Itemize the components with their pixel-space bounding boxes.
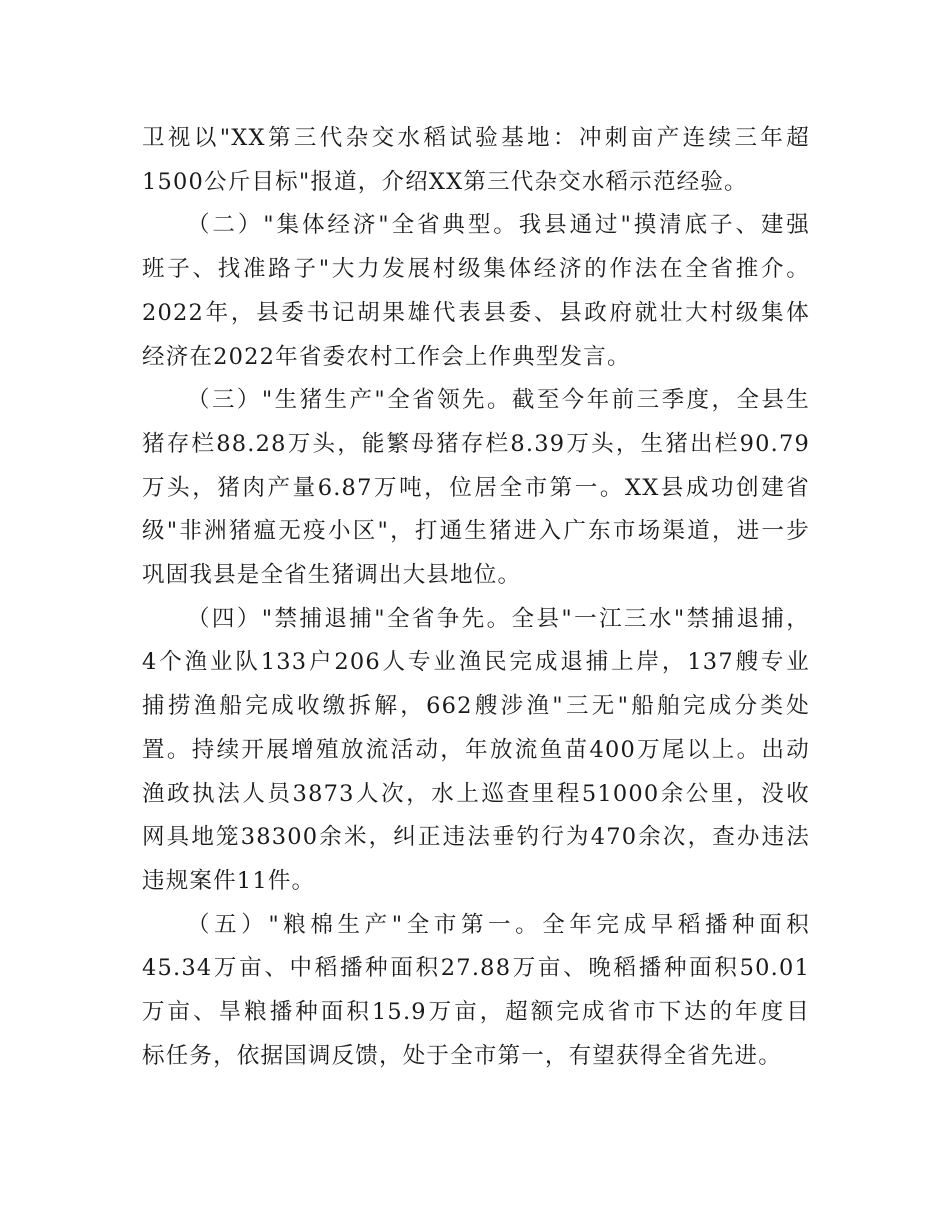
paragraph-collective-economy [142,204,810,379]
text-line: 猪存栏88.28万头，能繁母猪存栏8.39万头，生猪出栏90.79 [142,430,810,457]
text-line: 45.34万亩、中稻播种面积27.88万亩、晚稻播种面积50.01 [142,955,810,982]
text-line: （三）"生猪生产"全省领先。截至今年前三季度，全县生 [187,387,810,414]
text-line: 万头，猪肉产量6.87万吨，位居全市第一。XX县成功创建省 [142,474,810,501]
paragraph-grain-cotton [142,904,810,1079]
text-line: 万亩、旱粮播种面积15.9万亩，超额完成省市下达的年度目 [142,999,810,1026]
text-line: 置。持续开展增殖放流活动，年放流鱼苗400万尾以上。出动 [142,736,810,763]
text-line: 捕捞渔船完成收缴拆解，662艘涉渔"三无"船舶完成分类处 [142,693,810,720]
document-body [142,117,810,1078]
text-line: （五）"粮棉生产"全市第一。全年完成早稻播种面积 [187,911,810,938]
text-line: 级"非洲猪瘟无疫小区"，打通生猪进入广东市场渠道，进一步 [142,518,810,545]
text-line: 违规案件11件。 [142,867,316,894]
text-line: 2022年，县委书记胡果雄代表县委、县政府就壮大村级集体 [142,299,810,326]
text-line: 巩固我县是全省生猪调出大县地位。 [142,562,522,589]
text-line: 卫视以"XX第三代杂交水稻试验基地：冲刺亩产连续三年超 [142,125,810,151]
paragraph-continuation [142,117,810,204]
text-line: （二）"集体经济"全省典型。我县通过"摸清底子、建强 [187,212,810,239]
paragraph-pig-production [142,379,810,598]
text-line: （四）"禁捕退捕"全省争先。全县"一江三水"禁捕退捕， [187,605,810,632]
text-line: 渔政执法人员3873人次，水上巡查里程51000余公里，没收 [142,780,810,807]
text-line: 4个渔业队133户206人专业渔民完成退捕上岸，137艘专业 [142,649,810,676]
text-line: 班子、找准路子"大力发展村级集体经济的作法在全省推介。 [142,256,810,283]
text-line: 1500公斤目标"报道，介绍XX第三代杂交水稻示范经验。 [142,168,748,195]
paragraph-fishing-ban [142,598,810,904]
text-line: 标任务，依据国调反馈，处于全市第一，有望获得全省先进。 [142,1042,782,1069]
text-line: 经济在2022年省委农村工作会上作典型发言。 [142,343,631,370]
text-line: 网具地笼38300余米，纠正违法垂钓行为470余次，查办违法 [142,824,810,851]
